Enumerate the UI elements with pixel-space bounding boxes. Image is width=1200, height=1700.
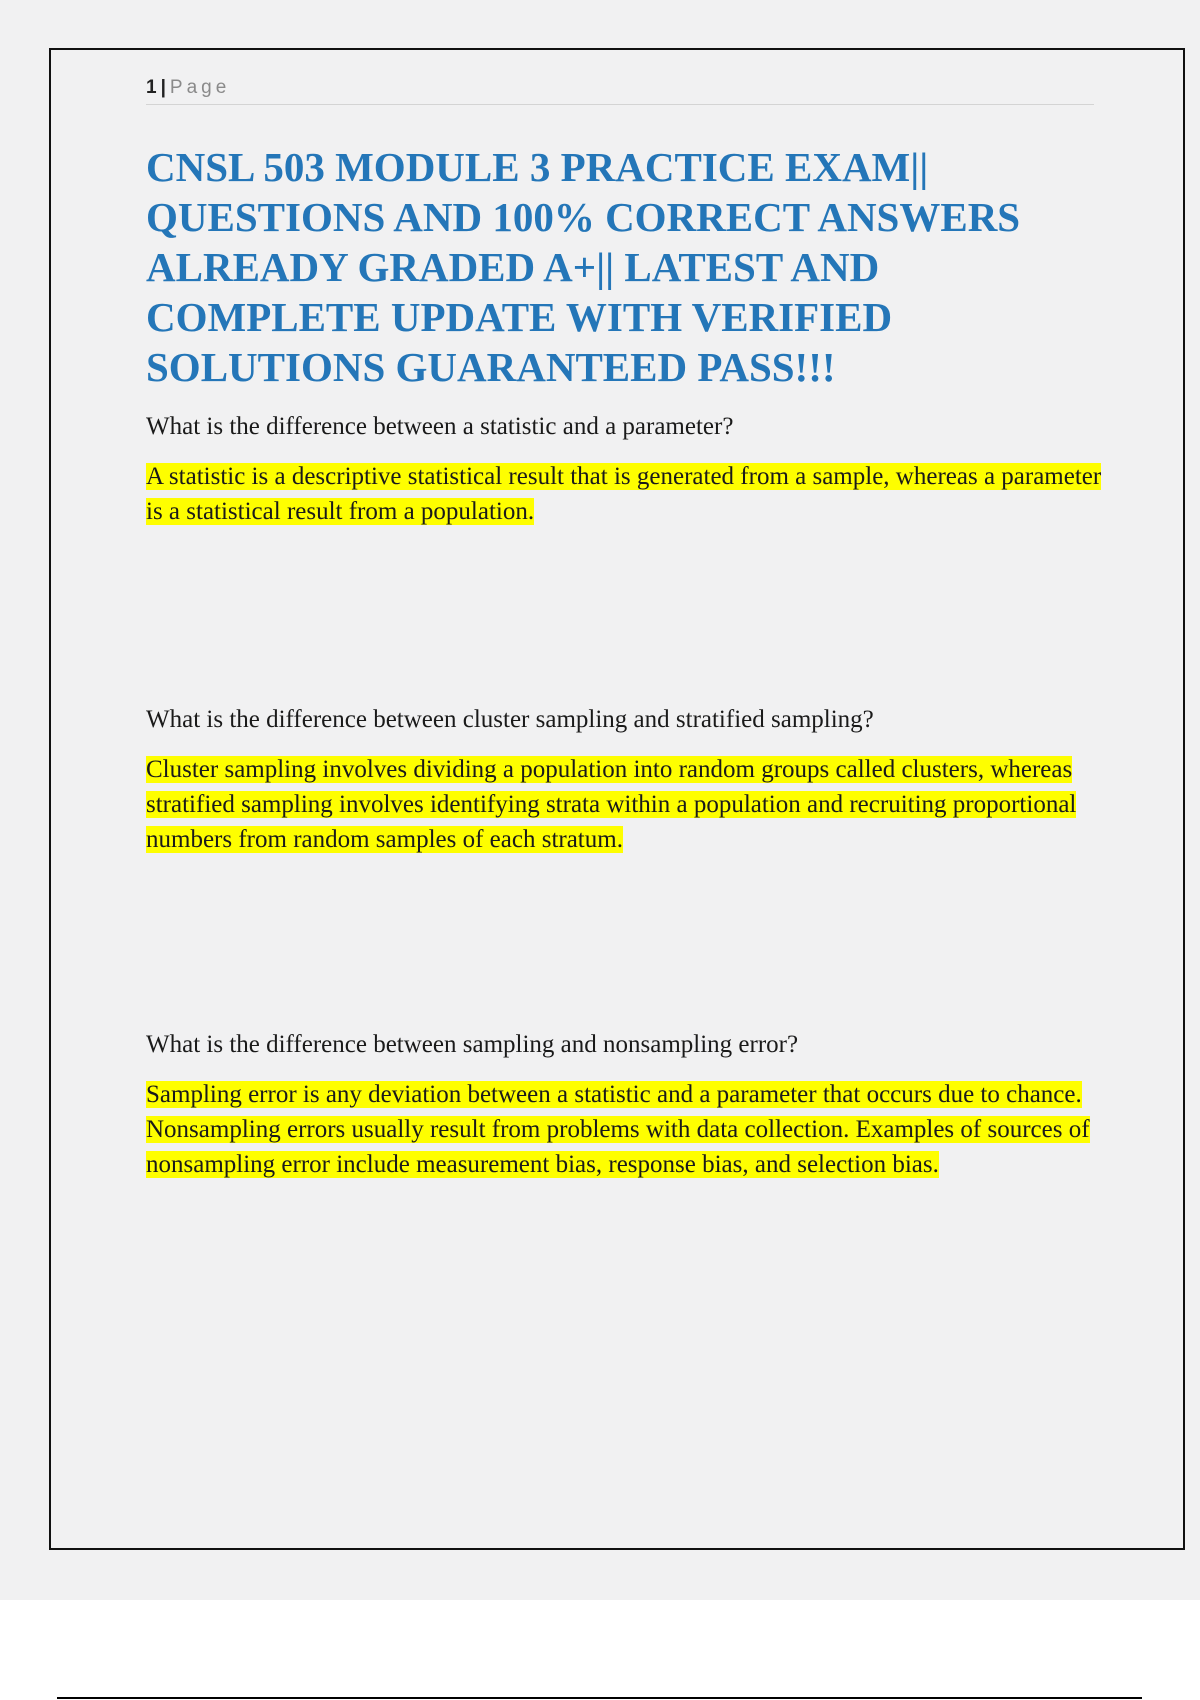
question-text: What is the difference between cluster sampling and stratified sampling?	[146, 706, 874, 733]
qa-item	[146, 704, 1106, 857]
answer-text	[146, 1077, 1106, 1182]
answer-highlight: Cluster sampling involves dividing a population into random groups called clusters, whereas stratified sampling involves identifying strata within a population and recruiting proportional numbers from random samples of each stratum.	[146, 756, 1077, 853]
page-number: 1	[146, 77, 157, 98]
document-title: CNSL 503 MODULE 3 PRACTICE EXAM|| QUESTIONS AND 100% CORRECT ANSWERS ALREADY GRADED A+|| LATEST AND COMPLETE UPDATE WITH VERIFIED SOLUTIONS GUARANTEED PASS!!!	[146, 144, 1021, 390]
question-text: What is the difference between a statistic and a parameter?	[146, 413, 734, 440]
qa-item	[146, 1029, 1106, 1182]
page-header	[146, 74, 1094, 105]
page-separator: |	[160, 77, 166, 98]
question-text: What is the difference between sampling and nonsampling error?	[146, 1031, 799, 1058]
answer-highlight: Sampling error is any deviation between a statistic and a parameter that occurs due to chance. Nonsampling errors usually result from problems with data collection. Examples of sources of nonsampling error include measurement bias, response bias, and selection bias.	[146, 1081, 1090, 1178]
page-label: Page	[169, 77, 231, 98]
answer-text	[146, 459, 1106, 529]
answer-text	[146, 752, 1106, 857]
next-page-area	[0, 1600, 1200, 1700]
document-page	[49, 48, 1185, 1550]
next-page-rule	[57, 1697, 1142, 1699]
qa-item	[146, 411, 1106, 529]
answer-highlight: A statistic is a descriptive statistical result that is generated from a sample, whereas a parameter is a statistical result from a population.	[146, 463, 1102, 525]
